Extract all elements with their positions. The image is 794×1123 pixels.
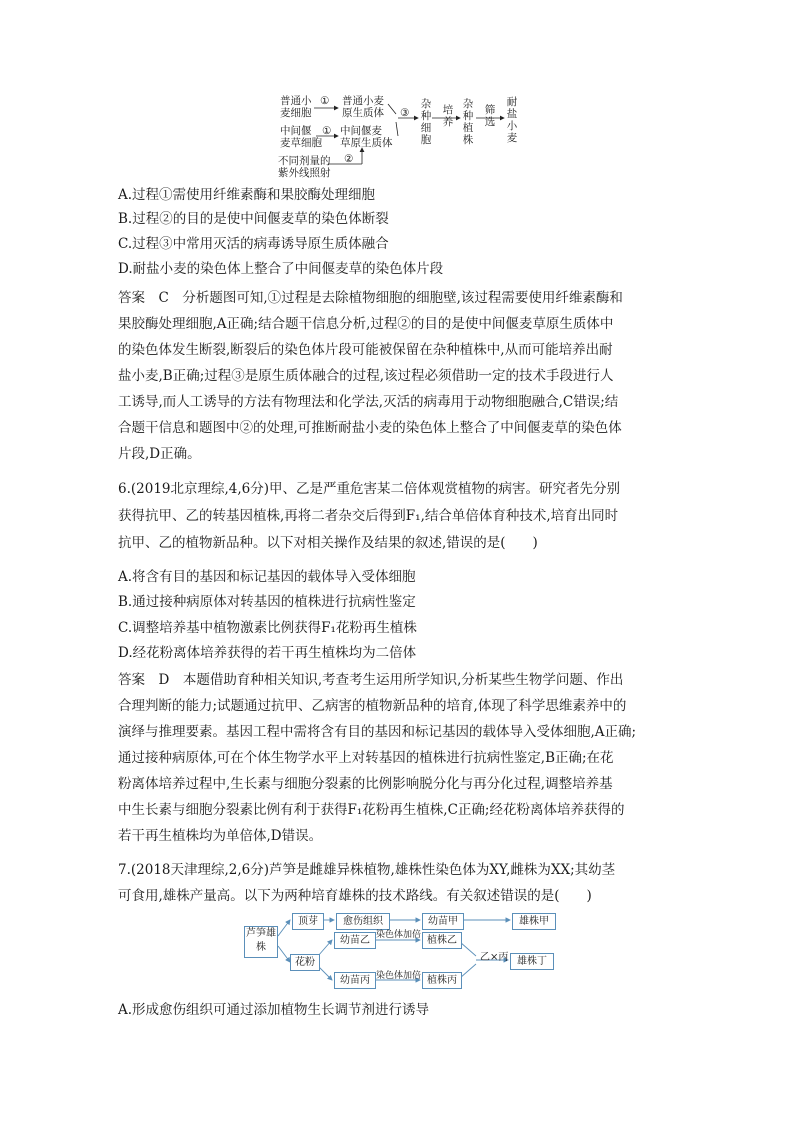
q7-option-a: A.形成愈伤组织可通过添加植物生长调节剂进行诱导 — [118, 1002, 430, 1018]
q6-answer-line: 中生长素与细胞分裂素比例有利于获得F₁花粉再生植株,C正确;经花粉离体培养获得的 — [118, 802, 625, 818]
label-double-2: 染色体加倍 — [376, 971, 422, 981]
node-seedling-jia: 幼苗甲 — [422, 913, 464, 930]
row2-step: ① — [322, 125, 332, 137]
q7-stem-line: 7.(2018天津理综,2,6分)芦笋是雌雄异株植物,雄株性染色体为XY,雌株为XX;其幼茎 — [118, 862, 616, 878]
q6-option-b: B.通过接种病原体对转基因的植株进行抗病性鉴定 — [118, 594, 416, 610]
q5-answer-line: 片段,D正确。 — [118, 446, 201, 462]
q5-answer-line: 工诱导,而人工诱导的方法有物理法和化学法,灭活的病毒用于动物细胞融合,C错误;结 — [118, 394, 619, 410]
q6-answer-line: 演绎与推理要素。基因工程中需将含有目的基因和标记基因的载体导入受体细胞,A正确; — [118, 724, 637, 740]
fusion-step: ③ — [400, 107, 410, 119]
q5-answer-line: 答案 C 分析题图可知,①过程是去除植物细胞的细胞壁,该过程需要使用纤维素酶和 — [118, 290, 623, 306]
node-pollen: 花粉 — [290, 954, 320, 971]
col-culture: 培养 — [442, 104, 454, 128]
row3-left-line2: 紫外线照射 — [278, 167, 331, 179]
q5-option-a: A.过程①需使用纤维素酶和果胶酶处理细胞 — [118, 187, 376, 203]
node-callus: 愈伤组织 — [336, 913, 390, 930]
q6-answer-line: 合理判断的能力;试题通过抗甲、乙病害的植物新品种的培育,体现了科学思维素养中的 — [118, 698, 627, 714]
q6-answer-line: 通过接种病原体,可在个体生物学水平上对转基因的植株进行抗病性鉴定,B正确;在花 — [118, 750, 614, 766]
col-result: 耐盐小麦 — [506, 96, 518, 144]
q5-option-c: C.过程③中常用灭活的病毒诱导原生质体融合 — [118, 236, 389, 252]
q6-stem-line: 6.(2019北京理综,4,6分)甲、乙是严重危害某二倍体观赏植物的病害。研究者先分别 — [118, 481, 621, 497]
row1-left-line2: 麦细胞 — [280, 107, 312, 119]
row2-mid-line1: 中间偃麦 — [340, 125, 382, 137]
node-source: 芦笋雄株 — [244, 926, 278, 958]
q5-option-d: D.耐盐小麦的染色体上整合了中间偃麦草的染色体片段 — [118, 261, 444, 277]
q6-stem-line: 获得抗甲、乙的转基因植株,再将二者杂交后得到F₁,结合单倍体育种技术,培育出同时 — [118, 508, 619, 524]
row1-left-line1: 普通小 — [280, 95, 312, 107]
node-male-jia: 雄株甲 — [512, 913, 556, 930]
label-cross: 乙×丙 — [480, 952, 509, 963]
q6-answer-line: 粉离体培养过程中,生长素与细胞分裂素的比例影响脱分化与再分化过程,调整培养基 — [118, 776, 613, 792]
row2-left-line1: 中间偃 — [280, 125, 312, 137]
row3-left-line1: 不同剂量的 — [278, 155, 331, 167]
row2-left-line2: 麦草细胞 — [280, 137, 322, 149]
q6-option-d: D.经花粉离体培养获得的若干再生植株均为二倍体 — [118, 645, 417, 661]
row2-mid-line2: 草原生质体 — [340, 137, 393, 149]
hybridization-diagram — [270, 92, 530, 182]
node-seedling-bing: 幼苗丙 — [334, 972, 376, 989]
q7-stem-line: 可食用,雄株产量高。以下为两种培育雄株的技术路线。有关叙述错误的是( ) — [118, 888, 592, 904]
breeding-route-diagram — [240, 912, 660, 992]
node-seedling-yi: 幼苗乙 — [334, 932, 376, 949]
q6-option-c: C.调整培养基中植物激素比例获得F₁花粉再生植株 — [118, 620, 417, 636]
q5-answer-line: 合题干信息和题图中②的处理,可推断耐盐小麦的染色体上整合了中间偃麦草的染色体 — [118, 420, 622, 436]
row1-mid-line2: 原生质体 — [342, 107, 384, 119]
row3-step: ② — [344, 153, 354, 165]
q5-answer-line: 盐小麦,B正确;过程③是原生质体融合的过程,该过程必须借助一定的技术手段进行人 — [118, 368, 614, 384]
col-hybrid-cell: 杂种细胞 — [420, 98, 432, 146]
q5-answer-line: 的染色体发生断裂,断裂后的染色体片段可能被保留在杂种植株中,从而可能培养出耐 — [118, 342, 613, 358]
node-bud: 顶芽 — [292, 913, 324, 930]
q5-option-b: B.过程②的目的是使中间偃麦草的染色体断裂 — [118, 211, 389, 227]
label-double-1: 染色体加倍 — [376, 930, 422, 940]
node-male-ding: 雄株丁 — [510, 953, 554, 970]
node-plant-bing: 植株丙 — [422, 972, 462, 989]
col-screen: 筛选 — [484, 104, 496, 128]
q5-answer-line: 果胶酶处理细胞,A正确;结合题干信息分析,过程②的目的是使中间偃麦草原生质体中 — [118, 316, 614, 332]
node-plant-yi: 植株乙 — [422, 932, 462, 949]
q6-answer-line: 答案 D 本题借助育种相关知识,考查考生运用所学知识,分析某些生物学问题、作出 — [118, 672, 624, 688]
col-hybrid-plant: 杂种植株 — [462, 98, 474, 146]
q6-stem-line: 抗甲、乙的植物新品种。以下对相关操作及结果的叙述,错误的是( ) — [118, 535, 538, 551]
q6-option-a: A.将含有目的基因和标记基因的载体导入受体细胞 — [118, 569, 416, 585]
q6-answer-line: 若干再生植株均为单倍体,D错误。 — [118, 828, 323, 844]
row1-step: ① — [320, 95, 330, 107]
row1-mid-line1: 普通小麦 — [342, 95, 384, 107]
